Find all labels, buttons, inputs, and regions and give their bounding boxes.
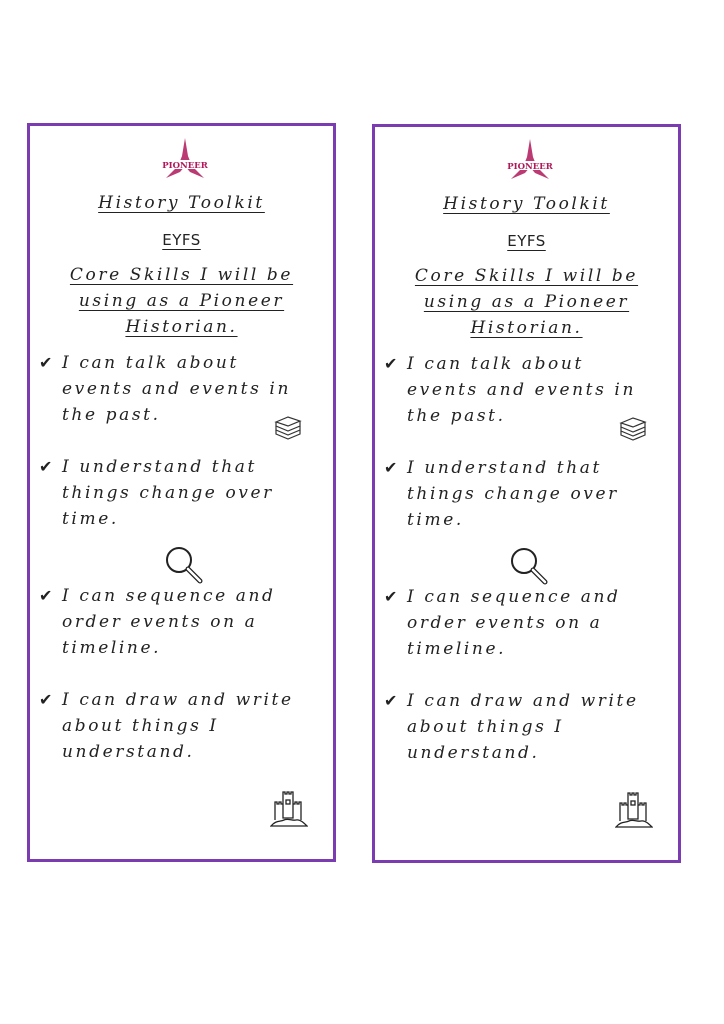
svg-text:PIONEER: PIONEER [162,161,208,171]
subtitle-line: Historian. [470,318,583,338]
bookmark-card [372,124,681,863]
castle-icon [270,790,308,834]
skill-line: about things I [407,717,564,737]
skill-line: I can draw and write [407,691,639,711]
subtitle-line: using as a Pioneer [78,291,285,311]
subtitle-line: using as a Pioneer [423,292,630,312]
check-icon: ✔ [384,691,401,710]
skill-line: the past. [62,405,161,425]
skill-line: about things I [62,716,219,736]
check-icon: ✔ [39,586,56,605]
skill-line: timeline. [62,638,162,658]
check-icon: ✔ [384,458,401,477]
card-title: History Toolkit [443,194,610,214]
skill-line: understand. [407,743,540,763]
skill-line: I understand that [407,458,602,478]
skill-line: time. [62,509,119,529]
magnifying-glass-icon [163,544,205,590]
skill-line: I understand that [62,457,257,477]
skill-line: I can talk about [62,353,239,373]
skill-line: order events on a [62,612,258,632]
books-icon [618,415,648,447]
skill-line: I can draw and write [62,690,294,710]
skill-line: time. [407,510,464,530]
skill-line: events and events in [407,380,637,400]
skill-line: I can talk about [407,354,584,374]
check-icon: ✔ [384,587,401,606]
subtitle-line: Core Skills I will be [69,265,294,285]
bookmark-card [27,123,336,862]
magnifying-glass-icon [508,545,550,591]
check-icon: ✔ [39,690,56,709]
castle-icon [615,791,653,835]
subtitle-line: Core Skills I will be [414,266,639,286]
check-icon: ✔ [39,457,56,476]
subtitle-line: Historian. [125,317,238,337]
skill-line: timeline. [407,639,507,659]
skill-line: things change over [407,484,619,504]
svg-text:PIONEER: PIONEER [507,162,553,172]
skill-line: I can sequence and [62,586,276,606]
stage-label: EYFS [507,232,546,250]
card-title: History Toolkit [98,193,265,213]
skill-line: order events on a [407,613,603,633]
stage-label: EYFS [162,231,201,249]
skill-line: events and events in [62,379,292,399]
check-icon: ✔ [384,354,401,373]
skill-line: I can sequence and [407,587,621,607]
skill-line: understand. [62,742,195,762]
books-icon [273,414,303,446]
skill-line: things change over [62,483,274,503]
skill-line: the past. [407,406,506,426]
pioneer-logo [162,136,208,182]
check-icon: ✔ [39,353,56,372]
pioneer-logo [507,137,553,183]
